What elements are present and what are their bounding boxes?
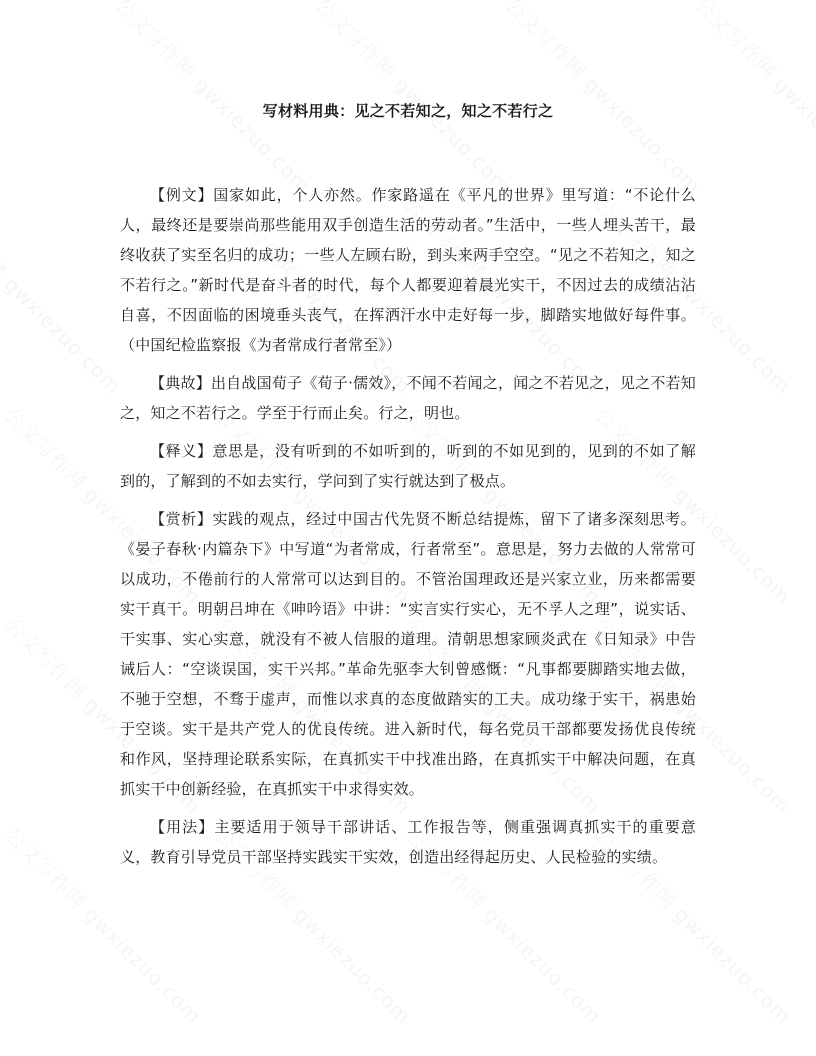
paragraph-appreciation: 【赏析】实践的观点，经过中国古代先贤不断总结提炼，留下了诸多深刻思考。《晏子春秋·内篇杂下》中写道“为者常成，行者常至”。意思是，努力去做的人常常可以成功，不倦前行的人常常可以达到目的。不管治国理政还是兴家立业，历来都需要实干真干。明朝吕坤在《呻吟语》中讲：“实言实行实心，无不孚人之理”，说实话、干实事、实心实意，就没有不被人信服的道理。清朝思想家顾炎武在《日知录》中告诫后人：“空谈误国，实干兴邦。”革命先驱李大钊曾感慨：“凡事都要脚踏实地去做，不驰于空想，不骛于虚声，而惟以求真的态度做踏实的工夫。成功缘于实干，祸患始于空谈。实干是共产党人的优良传统。进入新时代，每名党员干部都要发扬优良传统和作风，坚持理论联系实际，在真抓实干中找准出路，在真抓实干中解决问题，在真抓实干中创新经验，在真抓实干中求得实效。 <box>120 510 696 798</box>
paragraph-allusion: 【典故】出自战国荀子《荀子·儒效》，不闻不若闻之，闻之不若见之，见之不若知之，知之不若行之。学至于行而止矣。行之，明也。 <box>120 374 696 422</box>
paragraph-usage: 【用法】主要适用于领导干部讲话、工作报告等，侧重强调真抓实干的重要意义，教育引导党员干部坚持实践实干实效，创造出经得起历史、人民检验的实绩。 <box>120 818 696 866</box>
document-body <box>120 180 696 880</box>
document-title: 写材料用典：见之不若知之，知之不若行之 <box>262 102 554 120</box>
watermark-text <box>0 190 129 399</box>
paragraph-example: 【例文】国家如此，个人亦然。作家路遥在《平凡的世界》里写道：“不论什么人，最终还是要崇尚那些能用双手创造生活的劳动者。”生活中，一些人埋头苦干，最终收获了实至名归的成功；一些人左顾右盼，到头来两手空空。“见之不若知之，知之不若行之。”新时代是奋斗者的时代，每个人都要迎着晨光实干，不因过去的成绩沾沾自喜，不因面临的困境垂头丧气，在挥洒汗水中走好每一步，脚踏实地做好每件事。（中国纪检监察报《为者常成行者常至》） <box>120 186 696 354</box>
paragraph-interpretation: 【释义】意思是，没有听到的不如听到的，听到的不如见到的，见到的不如了解到的，了解到的不如去实行，学问到了实行就达到了极点。 <box>120 442 696 490</box>
